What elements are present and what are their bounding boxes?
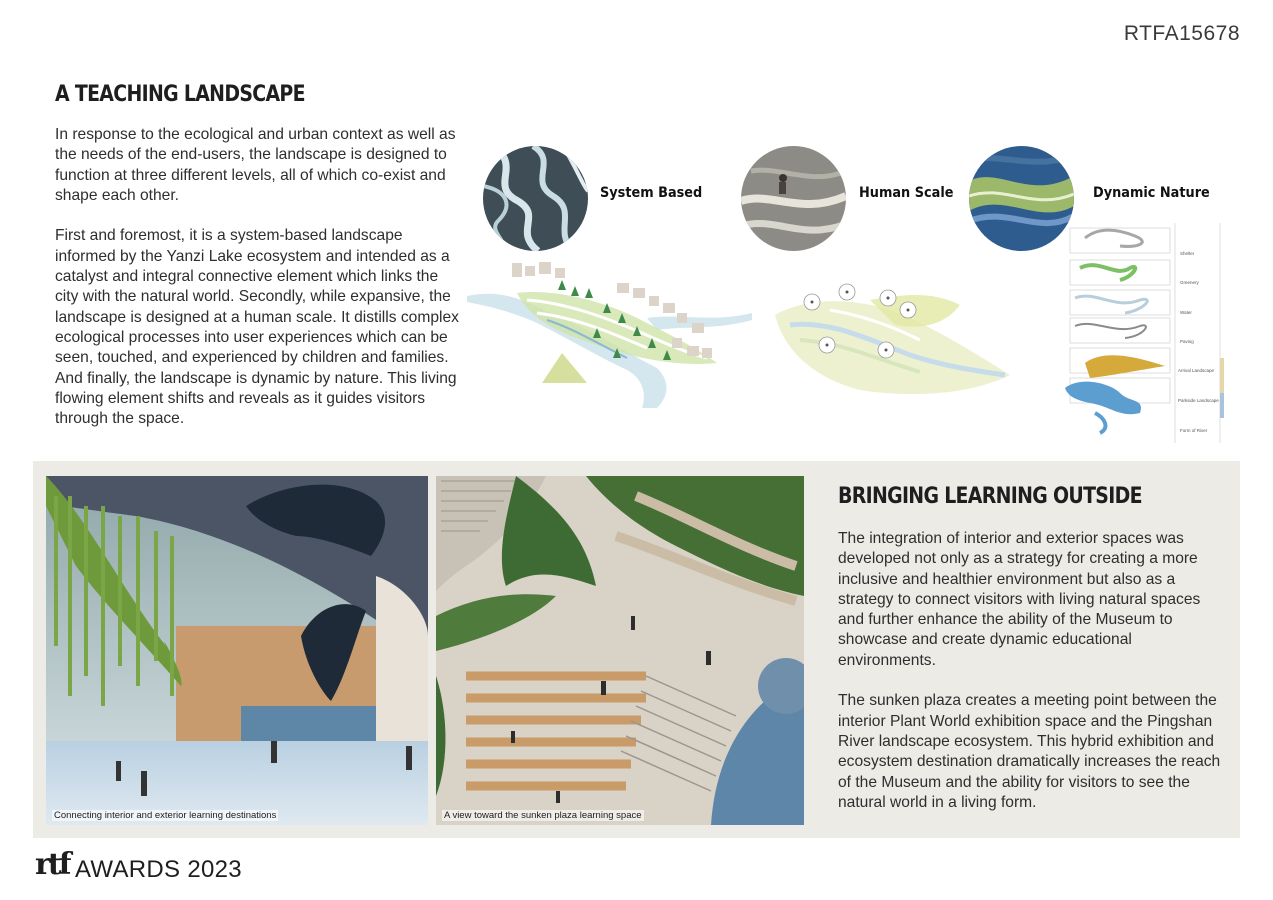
- teaching-body: [55, 125, 465, 450]
- photo-caption: Connecting interior and exterior learning destinations: [54, 810, 277, 821]
- layer-label: Parkside Landscape: [1178, 398, 1219, 403]
- interior-render-photo: [46, 476, 428, 825]
- system-based-photo: [483, 146, 588, 251]
- layer-label: Form of River: [1180, 428, 1208, 433]
- teaching-paragraph: In response to the ecological and urban context as well as the needs of the end-users, the landscape is designed to function at three different levels, all of which co-exist and shape each other.: [55, 126, 456, 204]
- layer-label: Shelter: [1180, 251, 1195, 256]
- teaching-paragraph: First and foremost, it is a system-based landscape informed by the Yanzi Lake ecosystem and intended as a catalyst and integral connective element which links the city with the natural world. Secondly, while expansive, the landscape is designed at a human scale. It distills complex ecological processes into user experiences which can be seen, touched, and experienced by children and families. And finally, the landscape is dynamic by nature. This living flowing element shifts and reveals as it guides visitors through the space.: [55, 227, 459, 428]
- concept-label: Human Scale: [859, 185, 954, 201]
- sheet-id: RTFA15678: [1123, 22, 1240, 45]
- layer-label: Paving: [1180, 339, 1194, 344]
- concept-label: Dynamic Nature: [1093, 185, 1210, 201]
- teaching-title: A TEACHING LANDSCAPE: [55, 82, 305, 107]
- system-based-diagram: [467, 258, 752, 408]
- learning-paragraph: The integration of interior and exterior spaces was developed not only as a strategy for creating a more inclusive and healthier environment but also as a strategy to connect visitors with living natural spaces and further enhance the ability of the Museum to showcase and create dynamic educational environments.: [838, 530, 1201, 669]
- layer-label: Water: [1180, 310, 1192, 315]
- dynamic-nature-layer-diagram: [1060, 218, 1235, 448]
- human-scale-photo: [741, 146, 846, 251]
- layer-label: Arrival Landscape: [1178, 368, 1215, 373]
- dynamic-nature-photo: [969, 146, 1074, 251]
- awards-year-text: AWARDS 2023: [75, 856, 242, 883]
- human-scale-diagram: [770, 280, 1015, 398]
- layer-label: Greenery: [1180, 280, 1199, 285]
- learning-body: [838, 529, 1230, 833]
- photo-caption: A view toward the sunken plaza learning space: [444, 810, 642, 821]
- rtf-logo-mark: rtf: [35, 847, 69, 882]
- learning-title: BRINGING LEARNING OUTSIDE: [838, 484, 1142, 509]
- concept-label: System Based: [600, 185, 703, 201]
- learning-paragraph: The sunken plaza creates a meeting point between the interior Plant World exhibition space and the Pingshan River landscape ecosystem. This hybrid exhibition and ecosystem destination dramatically increases the reach of the Museum and the ability for visitors to see the natural world in a living form.: [838, 692, 1221, 811]
- sunken-plaza-render-photo: [436, 476, 804, 825]
